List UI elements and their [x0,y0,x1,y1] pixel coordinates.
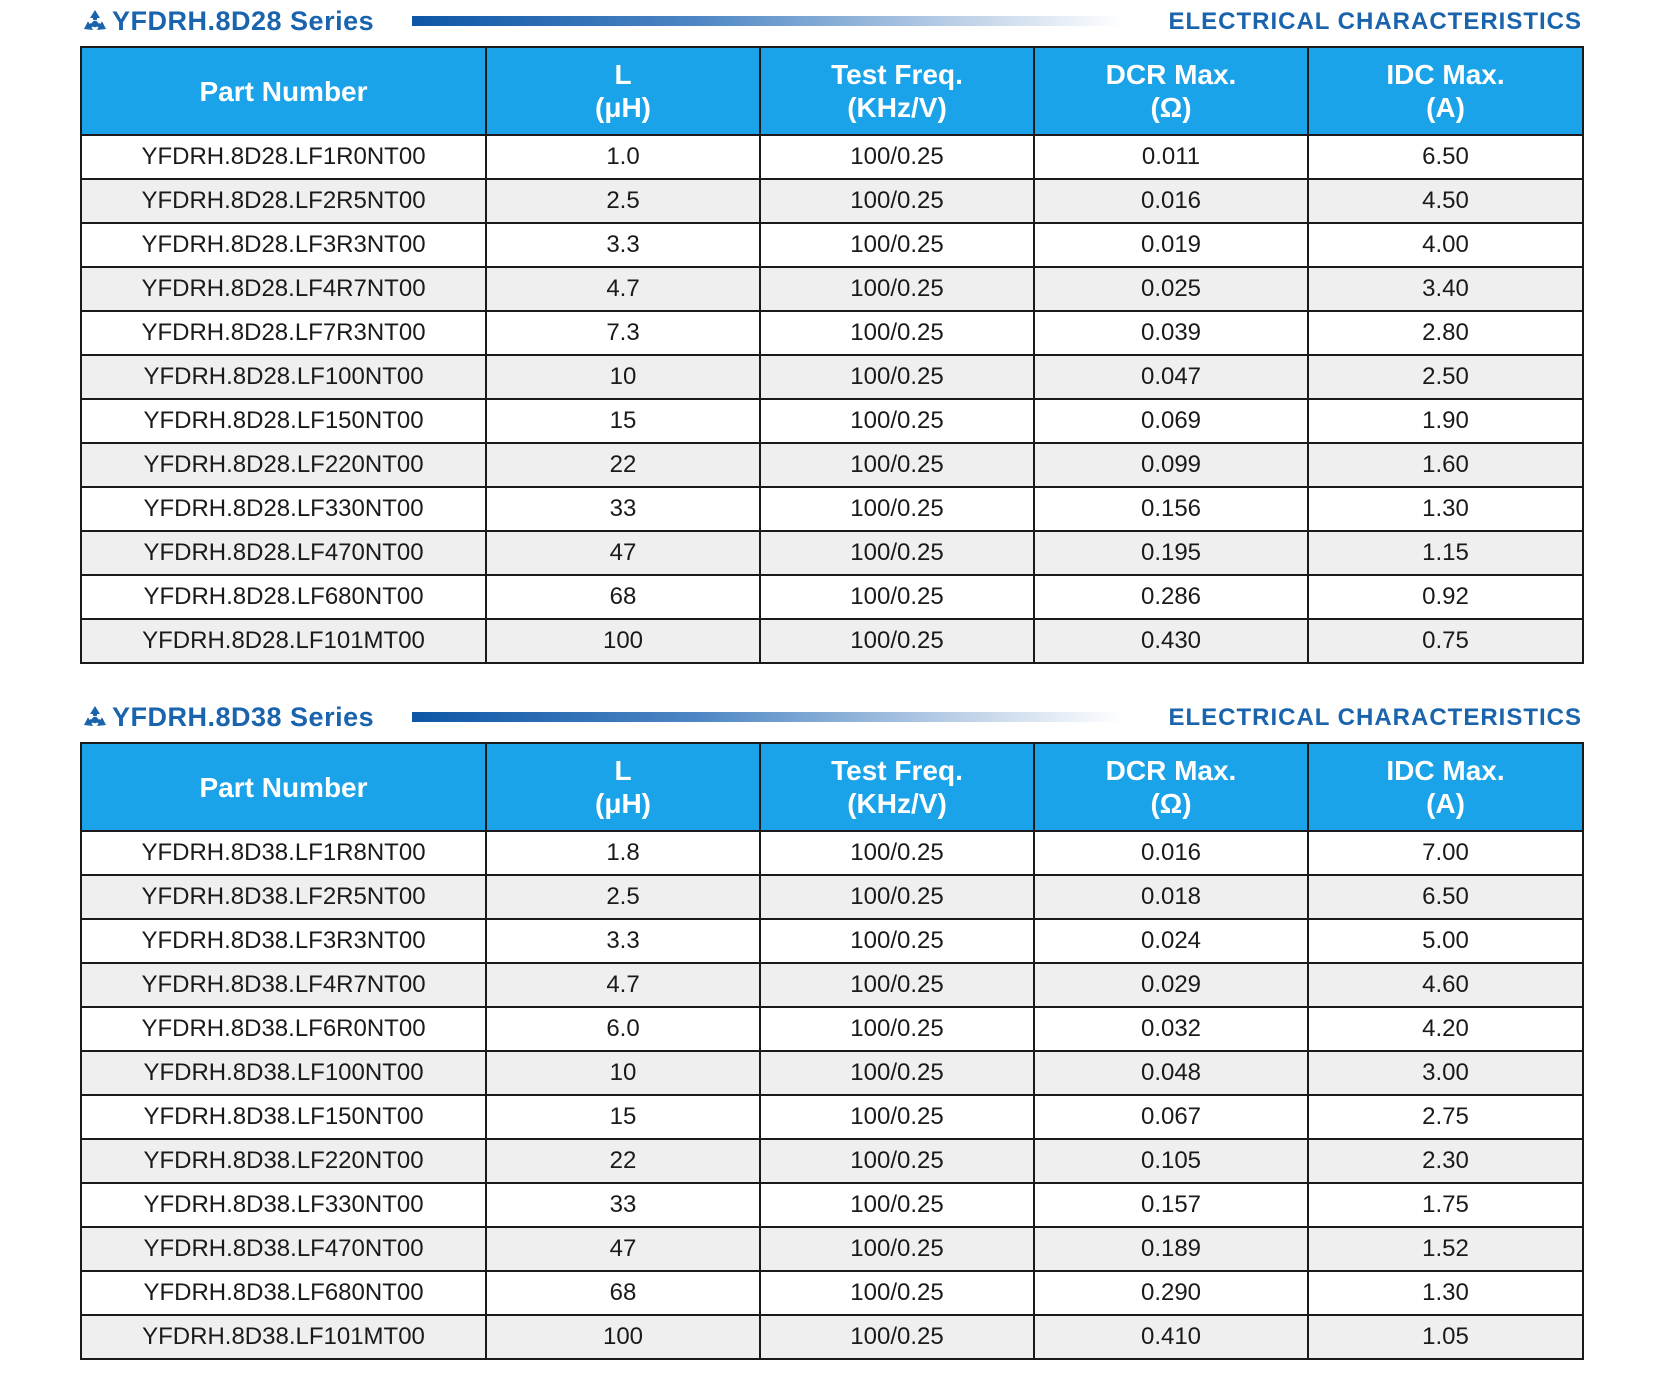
cell-test-freq: 100/0.25 [760,963,1034,1007]
cell-idc-max: 4.20 [1308,1007,1583,1051]
cell-dcr-max: 0.018 [1034,875,1308,919]
table-row [81,135,1583,179]
cell-inductance: 10 [486,355,760,399]
cell-idc-max: 1.30 [1308,487,1583,531]
cell-test-freq: 100/0.25 [760,311,1034,355]
recycle-icon [80,703,110,733]
cell-part-number: YFDRH.8D38.LF1R8NT00 [81,831,486,875]
cell-part-number: YFDRH.8D28.LF680NT00 [81,575,486,619]
cell-test-freq: 100/0.25 [760,1271,1034,1315]
table-row [81,311,1583,355]
col-header-inductance: L (μH) [486,47,760,135]
cell-part-number: YFDRH.8D38.LF2R5NT00 [81,875,486,919]
cell-dcr-max: 0.099 [1034,443,1308,487]
cell-test-freq: 100/0.25 [760,267,1034,311]
cell-inductance: 10 [486,1051,760,1095]
cell-idc-max: 1.60 [1308,443,1583,487]
cell-inductance: 2.5 [486,875,760,919]
electrical-characteristics-table [80,46,1584,664]
cell-test-freq: 100/0.25 [760,1051,1034,1095]
cell-dcr-max: 0.047 [1034,355,1308,399]
cell-part-number: YFDRH.8D38.LF330NT00 [81,1183,486,1227]
cell-part-number: YFDRH.8D28.LF470NT00 [81,531,486,575]
cell-idc-max: 4.00 [1308,223,1583,267]
table-row [81,531,1583,575]
cell-dcr-max: 0.286 [1034,575,1308,619]
recycle-icon [80,7,110,37]
cell-part-number: YFDRH.8D38.LF4R7NT00 [81,963,486,1007]
table-row [81,919,1583,963]
cell-inductance: 3.3 [486,223,760,267]
col-header-dcr-max: DCR Max. (Ω) [1034,47,1308,135]
cell-inductance: 68 [486,1271,760,1315]
cell-inductance: 4.7 [486,963,760,1007]
section-header [80,696,1582,742]
cell-part-number: YFDRH.8D38.LF6R0NT00 [81,1007,486,1051]
cell-test-freq: 100/0.25 [760,575,1034,619]
col-header-part-number: Part Number [81,47,486,135]
cell-idc-max: 5.00 [1308,919,1583,963]
header-gradient-bar [412,712,1122,722]
cell-idc-max: 2.80 [1308,311,1583,355]
table-body [81,135,1583,663]
col-header-part-number: Part Number [81,743,486,831]
series-section-8d38 [80,696,1582,1360]
cell-part-number: YFDRH.8D38.LF680NT00 [81,1271,486,1315]
table-row [81,179,1583,223]
cell-dcr-max: 0.032 [1034,1007,1308,1051]
cell-idc-max: 7.00 [1308,831,1583,875]
table-header-row [81,47,1583,135]
cell-idc-max: 1.90 [1308,399,1583,443]
cell-test-freq: 100/0.25 [760,531,1034,575]
table-row [81,963,1583,1007]
cell-test-freq: 100/0.25 [760,1183,1034,1227]
cell-part-number: YFDRH.8D38.LF150NT00 [81,1095,486,1139]
table-row [81,487,1583,531]
cell-test-freq: 100/0.25 [760,487,1034,531]
cell-part-number: YFDRH.8D38.LF470NT00 [81,1227,486,1271]
cell-dcr-max: 0.156 [1034,487,1308,531]
table-row [81,575,1583,619]
cell-part-number: YFDRH.8D28.LF7R3NT00 [81,311,486,355]
cell-part-number: YFDRH.8D28.LF2R5NT00 [81,179,486,223]
table-row [81,443,1583,487]
cell-dcr-max: 0.016 [1034,831,1308,875]
cell-part-number: YFDRH.8D28.LF1R0NT00 [81,135,486,179]
cell-inductance: 7.3 [486,311,760,355]
table-row [81,355,1583,399]
cell-inductance: 47 [486,1227,760,1271]
cell-test-freq: 100/0.25 [760,1227,1034,1271]
cell-inductance: 100 [486,619,760,663]
table-row [81,1183,1583,1227]
cell-test-freq: 100/0.25 [760,831,1034,875]
cell-part-number: YFDRH.8D38.LF101MT00 [81,1315,486,1359]
cell-dcr-max: 0.157 [1034,1183,1308,1227]
cell-test-freq: 100/0.25 [760,919,1034,963]
cell-part-number: YFDRH.8D28.LF220NT00 [81,443,486,487]
cell-test-freq: 100/0.25 [760,619,1034,663]
col-header-inductance: L (μH) [486,743,760,831]
cell-part-number: YFDRH.8D28.LF3R3NT00 [81,223,486,267]
col-header-idc-max: IDC Max. (A) [1308,47,1583,135]
cell-part-number: YFDRH.8D28.LF4R7NT00 [81,267,486,311]
cell-part-number: YFDRH.8D28.LF101MT00 [81,619,486,663]
table-row [81,1271,1583,1315]
cell-inductance: 68 [486,575,760,619]
cell-part-number: YFDRH.8D28.LF100NT00 [81,355,486,399]
cell-inductance: 6.0 [486,1007,760,1051]
cell-idc-max: 3.40 [1308,267,1583,311]
cell-dcr-max: 0.410 [1034,1315,1308,1359]
table-row [81,1227,1583,1271]
cell-test-freq: 100/0.25 [760,1007,1034,1051]
cell-test-freq: 100/0.25 [760,355,1034,399]
table-row [81,223,1583,267]
cell-inductance: 2.5 [486,179,760,223]
cell-idc-max: 6.50 [1308,875,1583,919]
series-section-8d28 [80,0,1582,664]
table-row [81,619,1583,663]
table-row [81,1139,1583,1183]
cell-dcr-max: 0.048 [1034,1051,1308,1095]
cell-dcr-max: 0.016 [1034,179,1308,223]
cell-test-freq: 100/0.25 [760,399,1034,443]
table-row [81,1051,1583,1095]
col-header-test-freq: Test Freq. (KHz/V) [760,47,1034,135]
cell-inductance: 1.0 [486,135,760,179]
cell-inductance: 100 [486,1315,760,1359]
cell-inductance: 1.8 [486,831,760,875]
series-title: YFDRH.8D38 Series [112,702,375,732]
cell-dcr-max: 0.039 [1034,311,1308,355]
cell-part-number: YFDRH.8D38.LF3R3NT00 [81,919,486,963]
table-header-row [81,743,1583,831]
cell-idc-max: 1.52 [1308,1227,1583,1271]
cell-dcr-max: 0.430 [1034,619,1308,663]
cell-part-number: YFDRH.8D28.LF330NT00 [81,487,486,531]
col-header-dcr-max: DCR Max. (Ω) [1034,743,1308,831]
cell-idc-max: 0.75 [1308,619,1583,663]
cell-dcr-max: 0.011 [1034,135,1308,179]
cell-dcr-max: 0.105 [1034,1139,1308,1183]
cell-dcr-max: 0.067 [1034,1095,1308,1139]
cell-idc-max: 4.60 [1308,963,1583,1007]
cell-test-freq: 100/0.25 [760,135,1034,179]
cell-test-freq: 100/0.25 [760,875,1034,919]
cell-idc-max: 3.00 [1308,1051,1583,1095]
cell-dcr-max: 0.024 [1034,919,1308,963]
table-row [81,1007,1583,1051]
section-category-label: ELECTRICAL CHARACTERISTICS [1168,704,1582,731]
col-header-idc-max: IDC Max. (A) [1308,743,1583,831]
table-row [81,875,1583,919]
electrical-characteristics-table [80,742,1584,1360]
cell-inductance: 3.3 [486,919,760,963]
cell-idc-max: 2.50 [1308,355,1583,399]
section-category-label: ELECTRICAL CHARACTERISTICS [1168,8,1582,35]
cell-test-freq: 100/0.25 [760,1139,1034,1183]
cell-idc-max: 0.92 [1308,575,1583,619]
cell-inductance: 22 [486,443,760,487]
header-gradient-bar [412,16,1122,26]
cell-test-freq: 100/0.25 [760,179,1034,223]
cell-inductance: 33 [486,487,760,531]
cell-idc-max: 2.30 [1308,1139,1583,1183]
cell-part-number: YFDRH.8D38.LF220NT00 [81,1139,486,1183]
cell-dcr-max: 0.195 [1034,531,1308,575]
cell-inductance: 15 [486,1095,760,1139]
cell-idc-max: 4.50 [1308,179,1583,223]
cell-idc-max: 6.50 [1308,135,1583,179]
cell-idc-max: 1.05 [1308,1315,1583,1359]
table-body [81,831,1583,1359]
table-row [81,1315,1583,1359]
cell-part-number: YFDRH.8D28.LF150NT00 [81,399,486,443]
cell-dcr-max: 0.019 [1034,223,1308,267]
cell-inductance: 47 [486,531,760,575]
cell-dcr-max: 0.069 [1034,399,1308,443]
table-row [81,831,1583,875]
section-header [80,0,1582,46]
cell-idc-max: 1.15 [1308,531,1583,575]
cell-test-freq: 100/0.25 [760,1095,1034,1139]
table-row [81,1095,1583,1139]
cell-test-freq: 100/0.25 [760,1315,1034,1359]
cell-inductance: 33 [486,1183,760,1227]
table-row [81,399,1583,443]
cell-idc-max: 1.30 [1308,1271,1583,1315]
cell-dcr-max: 0.290 [1034,1271,1308,1315]
cell-test-freq: 100/0.25 [760,443,1034,487]
cell-part-number: YFDRH.8D38.LF100NT00 [81,1051,486,1095]
cell-inductance: 15 [486,399,760,443]
col-header-test-freq: Test Freq. (KHz/V) [760,743,1034,831]
cell-idc-max: 2.75 [1308,1095,1583,1139]
cell-idc-max: 1.75 [1308,1183,1583,1227]
cell-dcr-max: 0.025 [1034,267,1308,311]
cell-dcr-max: 0.029 [1034,963,1308,1007]
cell-inductance: 22 [486,1139,760,1183]
cell-inductance: 4.7 [486,267,760,311]
table-row [81,267,1583,311]
cell-dcr-max: 0.189 [1034,1227,1308,1271]
cell-test-freq: 100/0.25 [760,223,1034,267]
series-title: YFDRH.8D28 Series [112,6,375,36]
